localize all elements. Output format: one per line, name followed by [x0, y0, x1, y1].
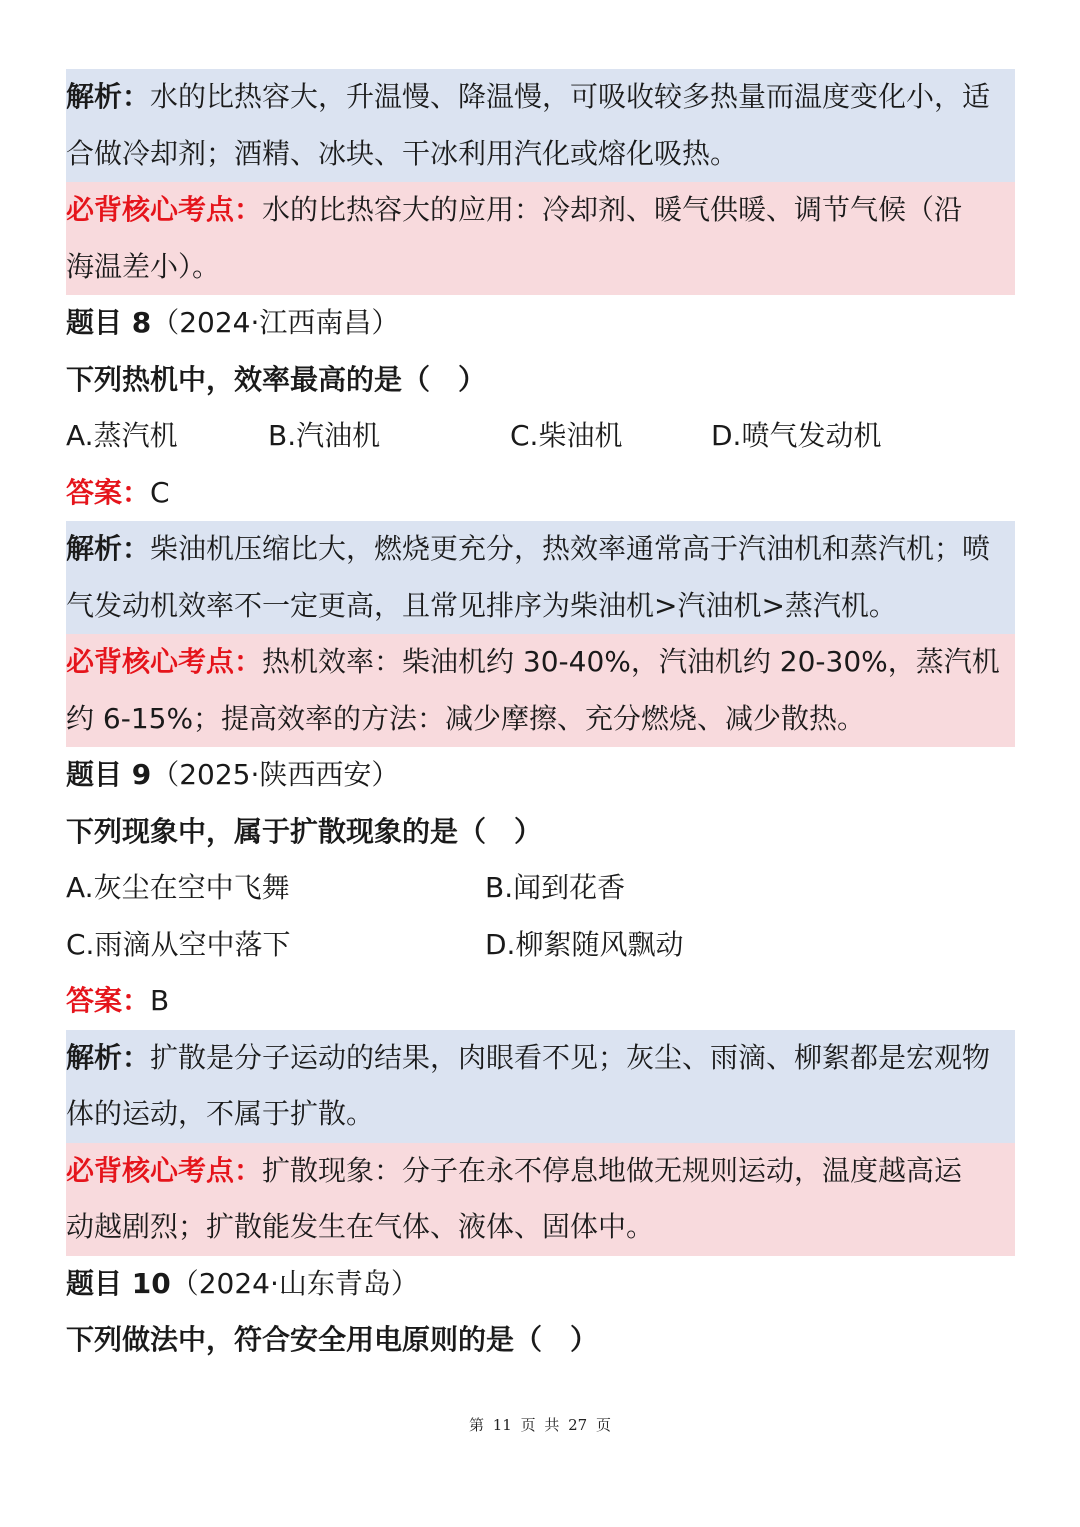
option-d: D.柳絮随风飘动	[485, 927, 684, 961]
question-number: 题目 9	[66, 758, 152, 791]
analysis-label: 解析：	[66, 80, 151, 113]
analysis-text: 体的运动，不属于扩散。	[66, 1097, 375, 1130]
key-point-block	[66, 1143, 1015, 1256]
options-row	[66, 917, 1015, 974]
analysis-line	[66, 1030, 1015, 1087]
analysis-line	[66, 1086, 1015, 1143]
options-row	[66, 860, 1015, 917]
question-source: （2025·陕西西安）	[151, 758, 400, 791]
option-b: B.闻到花香	[485, 871, 626, 904]
answer-label: 答案：	[66, 984, 151, 1017]
key-point-label: 必背核心考点：	[66, 1153, 263, 1187]
key-point-text: 热机效率：柴油机约 30-40%，汽油机约 20-30%，蒸汽机	[262, 645, 1000, 678]
option-b: B.汽油机	[268, 419, 381, 452]
question-stem: 下列现象中，属于扩散现象的是（ ）	[66, 814, 543, 848]
analysis-block	[66, 69, 1015, 182]
key-point-line	[66, 182, 1015, 239]
options-row	[66, 408, 1015, 465]
analysis-text: 柴油机压缩比大，燃烧更充分，热效率通常高于汽油机和蒸汽机；喷	[150, 532, 991, 565]
answer-line	[66, 973, 1015, 1030]
analysis-block	[66, 1030, 1015, 1143]
key-point-block	[66, 182, 1015, 295]
question-header	[66, 1256, 1015, 1313]
key-point-label: 必背核心考点：	[66, 193, 263, 226]
answer-value: C	[150, 475, 170, 509]
question-number: 题目 10	[66, 1266, 171, 1300]
question-stem: 下列热机中，效率最高的是（ ）	[66, 362, 487, 396]
question-number: 题目 8	[66, 306, 152, 339]
answer-value: B	[150, 984, 170, 1017]
key-point-line	[66, 1199, 1015, 1256]
key-point-label: 必背核心考点：	[66, 645, 263, 678]
analysis-text: 气发动机效率不一定更高，且常见排序为柴油机>汽油机>蒸汽机。	[66, 588, 897, 622]
key-point-text: 海温差小）。	[66, 249, 221, 283]
key-point-line	[66, 239, 1015, 296]
key-point-text: 水的比热容大的应用：冷却剂、暖气供暖、调节气候（沿	[262, 193, 963, 226]
page-footer: 第 11 页 共 27 页	[468, 1416, 611, 1434]
key-point-text: 动越剧烈；扩散能发生在气体、液体、固体中。	[66, 1210, 655, 1243]
analysis-label: 解析：	[66, 1040, 151, 1074]
document-page	[66, 69, 1015, 1369]
key-point-line	[66, 1143, 1015, 1200]
key-point-text: 约 6-15%；提高效率的方法：减少摩擦、充分燃烧、减少散热。	[66, 701, 866, 735]
question-header	[66, 295, 1015, 352]
analysis-block	[66, 521, 1015, 634]
analysis-text: 扩散是分子运动的结果，肉眼看不见；灰尘、雨滴、柳絮都是宏观物	[150, 1040, 991, 1074]
key-point-line	[66, 691, 1015, 748]
analysis-text: 合做冷却剂；酒精、冰块、干冰利用汽化或熔化吸热。	[66, 136, 739, 170]
key-point-block	[66, 634, 1015, 747]
analysis-line	[66, 126, 1015, 183]
key-point-line	[66, 634, 1015, 691]
analysis-text: 水的比热容大，升温慢、降温慢，可吸收较多热量而温度变化小，适	[150, 80, 991, 113]
question-stem: 下列做法中，符合安全用电原则的是（ ）	[66, 1323, 599, 1356]
option-c: C.柴油机	[510, 419, 623, 452]
answer-line	[66, 465, 1015, 522]
option-a: A.蒸汽机	[66, 419, 178, 452]
analysis-line	[66, 69, 1015, 126]
option-c: C.雨滴从空中落下	[66, 927, 291, 961]
answer-label: 答案：	[66, 475, 151, 509]
option-a: A.灰尘在空中飞舞	[66, 871, 290, 904]
question-source: （2024·江西南昌）	[151, 306, 400, 339]
analysis-label: 解析：	[66, 532, 151, 565]
question-source: （2024·山东青岛）	[170, 1266, 419, 1300]
question-header	[66, 747, 1015, 804]
key-point-text: 扩散现象：分子在永不停息地做无规则运动，温度越高运	[262, 1153, 963, 1187]
analysis-line	[66, 521, 1015, 578]
analysis-line	[66, 578, 1015, 635]
option-d: D.喷气发动机	[711, 419, 882, 452]
